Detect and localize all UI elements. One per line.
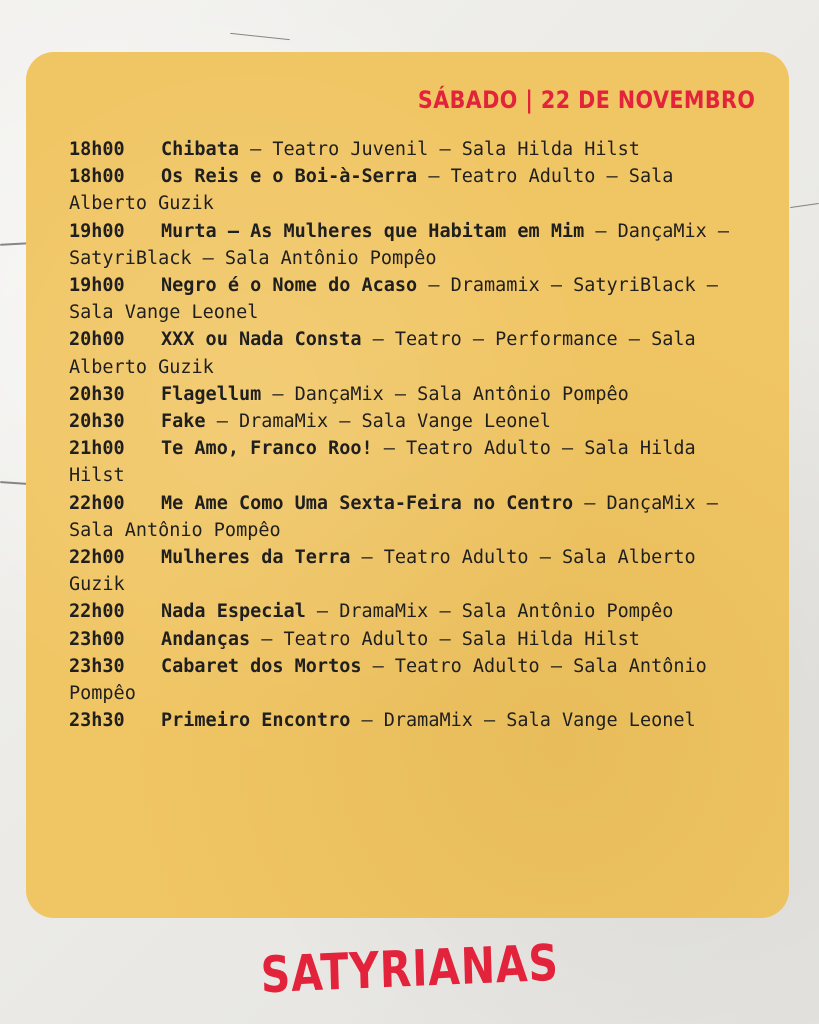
schedule-entry <box>69 707 759 734</box>
entry-time: 20h00 <box>69 329 125 351</box>
logo-text: SATYRIANAS <box>259 933 560 1005</box>
satyrianas-logo <box>0 933 819 1005</box>
entry-time: 19h00 <box>69 275 125 297</box>
entry-details: – DramaMix – Sala Antônio Pompêo <box>305 601 674 623</box>
schedule-list <box>69 136 759 734</box>
entry-time: 22h00 <box>69 547 125 569</box>
entry-details: – Teatro Adulto – Sala Hilda Hilst <box>250 628 640 650</box>
entry-time: 23h30 <box>69 710 125 732</box>
entry-details: – Teatro Adulto – Sala Hilda Hilst <box>69 438 696 487</box>
schedule-entry <box>69 381 759 408</box>
entry-details: – Teatro – Performance – Sala Alberto Guzik <box>69 329 696 378</box>
entry-details: – DramaMix – Sala Vange Leonel <box>205 411 551 433</box>
schedule-entry <box>69 435 759 489</box>
entry-title: Me Ame Como Uma Sexta-Feira no Centro <box>161 492 574 514</box>
schedule-entry <box>69 326 759 380</box>
entry-time: 23h00 <box>69 628 125 650</box>
entry-time: 22h00 <box>69 492 125 514</box>
entry-time: 23h30 <box>69 655 125 677</box>
schedule-entry <box>69 653 759 707</box>
wall-crack <box>0 481 28 485</box>
entry-time: 20h30 <box>69 411 125 433</box>
schedule-entry <box>69 408 759 435</box>
entry-title: Negro é o Nome do Acaso <box>161 275 418 297</box>
schedule-entry <box>69 136 759 163</box>
entry-details: – DançaMix – Sala Antônio Pompêo <box>69 492 718 541</box>
entry-title: Chibata <box>161 139 239 160</box>
schedule-entry <box>69 544 759 598</box>
wall-crack <box>230 33 290 40</box>
entry-title: Flagellum <box>161 383 262 405</box>
entry-details: – Teatro Adulto – Sala Alberto Guzik <box>69 547 696 596</box>
wall-crack <box>790 203 819 208</box>
schedule-entry <box>69 218 759 272</box>
entry-details: – DançaMix – SatyriBlack – Sala Antônio Pompêo <box>69 220 730 269</box>
entry-title: Murta – As Mulheres que Habitam em Mim <box>161 220 585 242</box>
schedule-entry <box>69 598 759 625</box>
entry-time: 18h00 <box>69 166 125 188</box>
entry-title: Mulheres da Terra <box>161 547 351 569</box>
entry-title: Te Amo, Franco Roo! <box>161 438 373 460</box>
entry-details: – Teatro Adulto – Sala Alberto Guzik <box>69 166 674 215</box>
entry-time: 18h00 <box>69 139 125 160</box>
entry-title: Primeiro Encontro <box>161 710 351 732</box>
entry-title: Cabaret dos Mortos <box>161 655 362 677</box>
entry-time: 22h00 <box>69 601 125 623</box>
entry-details: – Teatro Adulto – Sala Antônio Pompêo <box>69 655 707 705</box>
entry-details: – Teatro Juvenil – Sala Hilda Hilst <box>238 139 640 160</box>
schedule-entry <box>69 272 759 326</box>
entry-title: Fake <box>161 411 206 433</box>
entry-details: – Dramamix – SatyriBlack – Sala Vange Leonel <box>69 275 718 324</box>
entry-time: 19h00 <box>69 220 125 242</box>
schedule-entry <box>69 490 759 544</box>
entry-time: 21h00 <box>69 438 125 460</box>
schedule-card <box>26 52 789 918</box>
entry-title: Nada Especial <box>161 601 306 623</box>
entry-title: XXX ou Nada Consta <box>161 329 362 351</box>
date-header: SÁBADO | 22 DE NOVEMBRO <box>417 86 755 114</box>
entry-details: – DançaMix – Sala Antônio Pompêo <box>261 383 629 405</box>
entry-time: 20h30 <box>69 383 125 405</box>
entry-title: Os Reis e o Boi-à-Serra <box>161 166 418 188</box>
entry-details: – DramaMix – Sala Vange Leonel <box>350 710 696 732</box>
entry-title: Andanças <box>161 628 251 650</box>
schedule-entry <box>69 626 759 653</box>
schedule-entry <box>69 163 759 217</box>
